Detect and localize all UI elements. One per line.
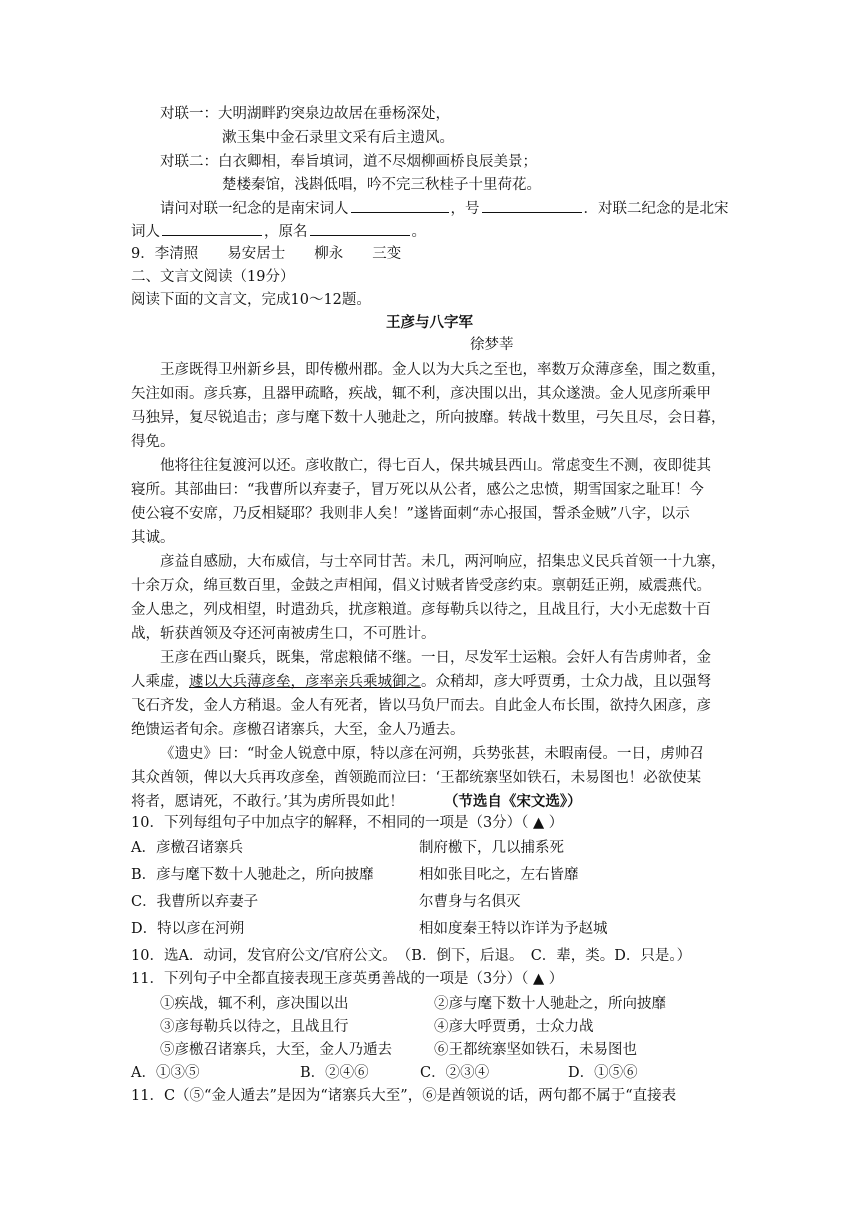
question-9-line-2 [131,221,426,242]
passage-title: 王彦与八字军 [386,314,473,331]
q9-text-c: ．对联二纪念的是北宋 [583,201,729,217]
p4-line: 飞石齐发，金人方稍退。金人有死者，皆以马负尸而去。自此金人布长围，欲持久困彦，彦 [131,698,711,714]
couplet-2-line-1 [160,152,537,172]
p2-line: 其诚。 [131,530,175,546]
q9-text-b: ，号 [450,201,480,217]
q10-option-right: 制府檄下，几以捕系死 [419,840,564,856]
q10-option-left: A．彦檄召诸寨兵 [131,840,243,856]
q11-item-right: ⑥王都统寨坚如铁石，未易图也 [434,1042,637,1058]
q10-option-right: 相如张目叱之，左右皆靡 [419,867,579,883]
p5-line: 其众酋领，俾以大兵再攻彦垒，酋领跪而泣曰：‘王都统寨坚如铁石，未易图也！必欲使某 [131,770,702,786]
q11-choice: A．①③⑤ [131,1065,200,1081]
q11-stem: 11．下列句子中全都直接表现王彦英勇善战的一项是（3分）（ ▲ ） [131,971,564,987]
q11-item-left: ①疾战，辄不利，彦决围以出 [160,996,349,1012]
q10-option-left: B．彦与麾下数十人驰赴之，所向披靡 [131,867,374,883]
q11-choice: C．②③④ [420,1065,490,1081]
p5-line [131,792,582,812]
q10-stem: 10．下列每组句子中加点字的解释，不相同的一项是（3分）（ ▲ ） [131,815,564,831]
p3-line: 战，斩获酋领及夺还河南被虏生口，不可胜计。 [131,626,436,642]
p1-line: 王彦既得卫州新乡县，即传檄州郡。金人以为大兵之至也，率数万众薄彦垒，围之数重， [160,362,726,378]
couplet-2-label: 对联二： [160,154,218,170]
source-note: （节选自《宋文选》） [443,793,582,810]
q10-option-left: D．特以彦在河朔 [131,921,245,937]
question-9-line-1 [160,198,729,219]
q11-item-right: ④彦大呼贾勇，士众力战 [434,1019,594,1035]
p4-text: 人乘虚， [131,674,189,690]
q10-option-right: 相如度秦王特以诈详为予赵城 [419,921,608,937]
couplet-1-line-2: 漱玉集中金石录里文采有后主遗风。 [222,130,454,146]
underlined-sentence: 遽以大兵薄彦垒，彦率亲兵乘城御之 [189,674,421,690]
answer-blank[interactable] [351,198,449,213]
p2-line: 他将往往复渡河以还。彦收散亡，得七百人，保共城县西山。常虑变生不测，夜即徙其 [160,458,711,474]
p3-line: 彦益自感励，大布威信，与士卒同甘苦。未几，两河响应，招集忠义民兵首领一十九寨， [160,554,726,570]
p3-line: 十余万众，绵亘数百里，金鼓之声相闻，倡义讨贼者皆受彦约束。禀朝廷正朔，威震燕代。 [131,578,711,594]
q9-text-e: ，原名 [264,224,308,240]
couplet-2-text-1: 白衣卿相，奉旨填词，道不尽烟柳画桥良辰美景； [218,154,537,170]
p4-line [131,672,711,692]
q9-text-f: 。 [411,224,426,240]
q9-text-d: 词人 [131,224,160,240]
section-heading: 二、文言文阅读（19分） [131,269,295,285]
p3-line: 金人患之，列戍相望，时遣劲兵，扰彦粮道。彦每勒兵以待之，且战且行，大小无虑数十百 [131,602,711,618]
passage-author: 徐梦莘 [470,337,514,353]
couplet-2-line-2: 楚楼秦馆，浅斟低唱，吟不完三秋桂子十里荷花。 [222,177,541,193]
p1-line: 矢注如雨。彦兵寡，且器甲疏略，疾战，辄不利，彦决围以出，其众遂溃。金人见彦所乘甲 [131,386,711,402]
q9-text-a: 请问对联一纪念的是南宋词人 [160,201,349,217]
q11-choice: B．②④⑥ [300,1065,369,1081]
p1-line: 马独异，复尽锐追击；彦与麾下数十人驰赴之，所向披靡。转战十数里，弓矢且尽，会日暮， [131,410,726,426]
q11-choice: D．①⑤⑥ [568,1065,638,1081]
q10-option-left: C．我曹所以弃妻子 [131,894,259,910]
answer-blank[interactable] [310,221,410,236]
couplet-1-label: 对联一： [160,106,218,122]
p2-line: 寝所。其部曲曰：“我曹所以弃妻子，冒万死以从公者，感公之忠愤，期雪国家之耻耳！今 [131,482,704,498]
couplet-1-text-1: 大明湖畔趵突泉边故居在垂杨深处， [218,106,450,122]
couplet-1-line-1 [160,104,450,124]
q11-item-left: ③彦每勒兵以待之，且战且行 [160,1019,349,1035]
q11-item-right: ②彦与麾下数十人驰赴之，所向披靡 [434,996,666,1012]
p2-line: 使公寝不安席，乃反相疑耶？我则非人矣！”遂皆面刺“赤心报国，誓杀金贼”八字，以示 [131,506,690,522]
answer-9: 9．李清照 易安居士 柳永 三变 [131,246,402,262]
answer-blank[interactable] [162,221,262,236]
instruction: 阅读下面的文言文，完成10～12题。 [131,292,371,308]
p5-text: 将者，愿请死，不敢行。’其为虏所畏如此！ [131,794,404,810]
p4-line: 绝馈运者旬余。彦檄召诸寨兵，大至，金人乃遁去。 [131,722,465,738]
q10-answer: 10．选A．动词，发官府公文/官府公文。 （B．倒下，后退。 C．辈，类。D．只是。） [131,948,692,964]
answer-blank[interactable] [482,198,582,213]
p1-line: 得免。 [131,434,175,450]
q10-option-right: 尔曹身与名俱灭 [419,894,521,910]
p4-line: 王彦在西山聚兵，既集，常虑粮储不继。一日，尽发军士运粮。会奸人有告虏帅者，金 [160,650,711,666]
q11-answer: 11．C（⑤“金人遁去”是因为“诸寨兵大至”，⑥是酋领说的话，两句都不属于“直接表 [131,1088,677,1104]
p5-line: 《遗史》曰：“时金人锐意中原，特以彦在河朔，兵势张甚，未暇南侵。一日，虏帅召 [160,746,704,762]
p4-text: 。众稍却，彦大呼贾勇，士众力战，且以强弩 [421,674,711,690]
q11-item-left: ⑤彦檄召诸寨兵，大至，金人乃遁去 [160,1042,392,1058]
